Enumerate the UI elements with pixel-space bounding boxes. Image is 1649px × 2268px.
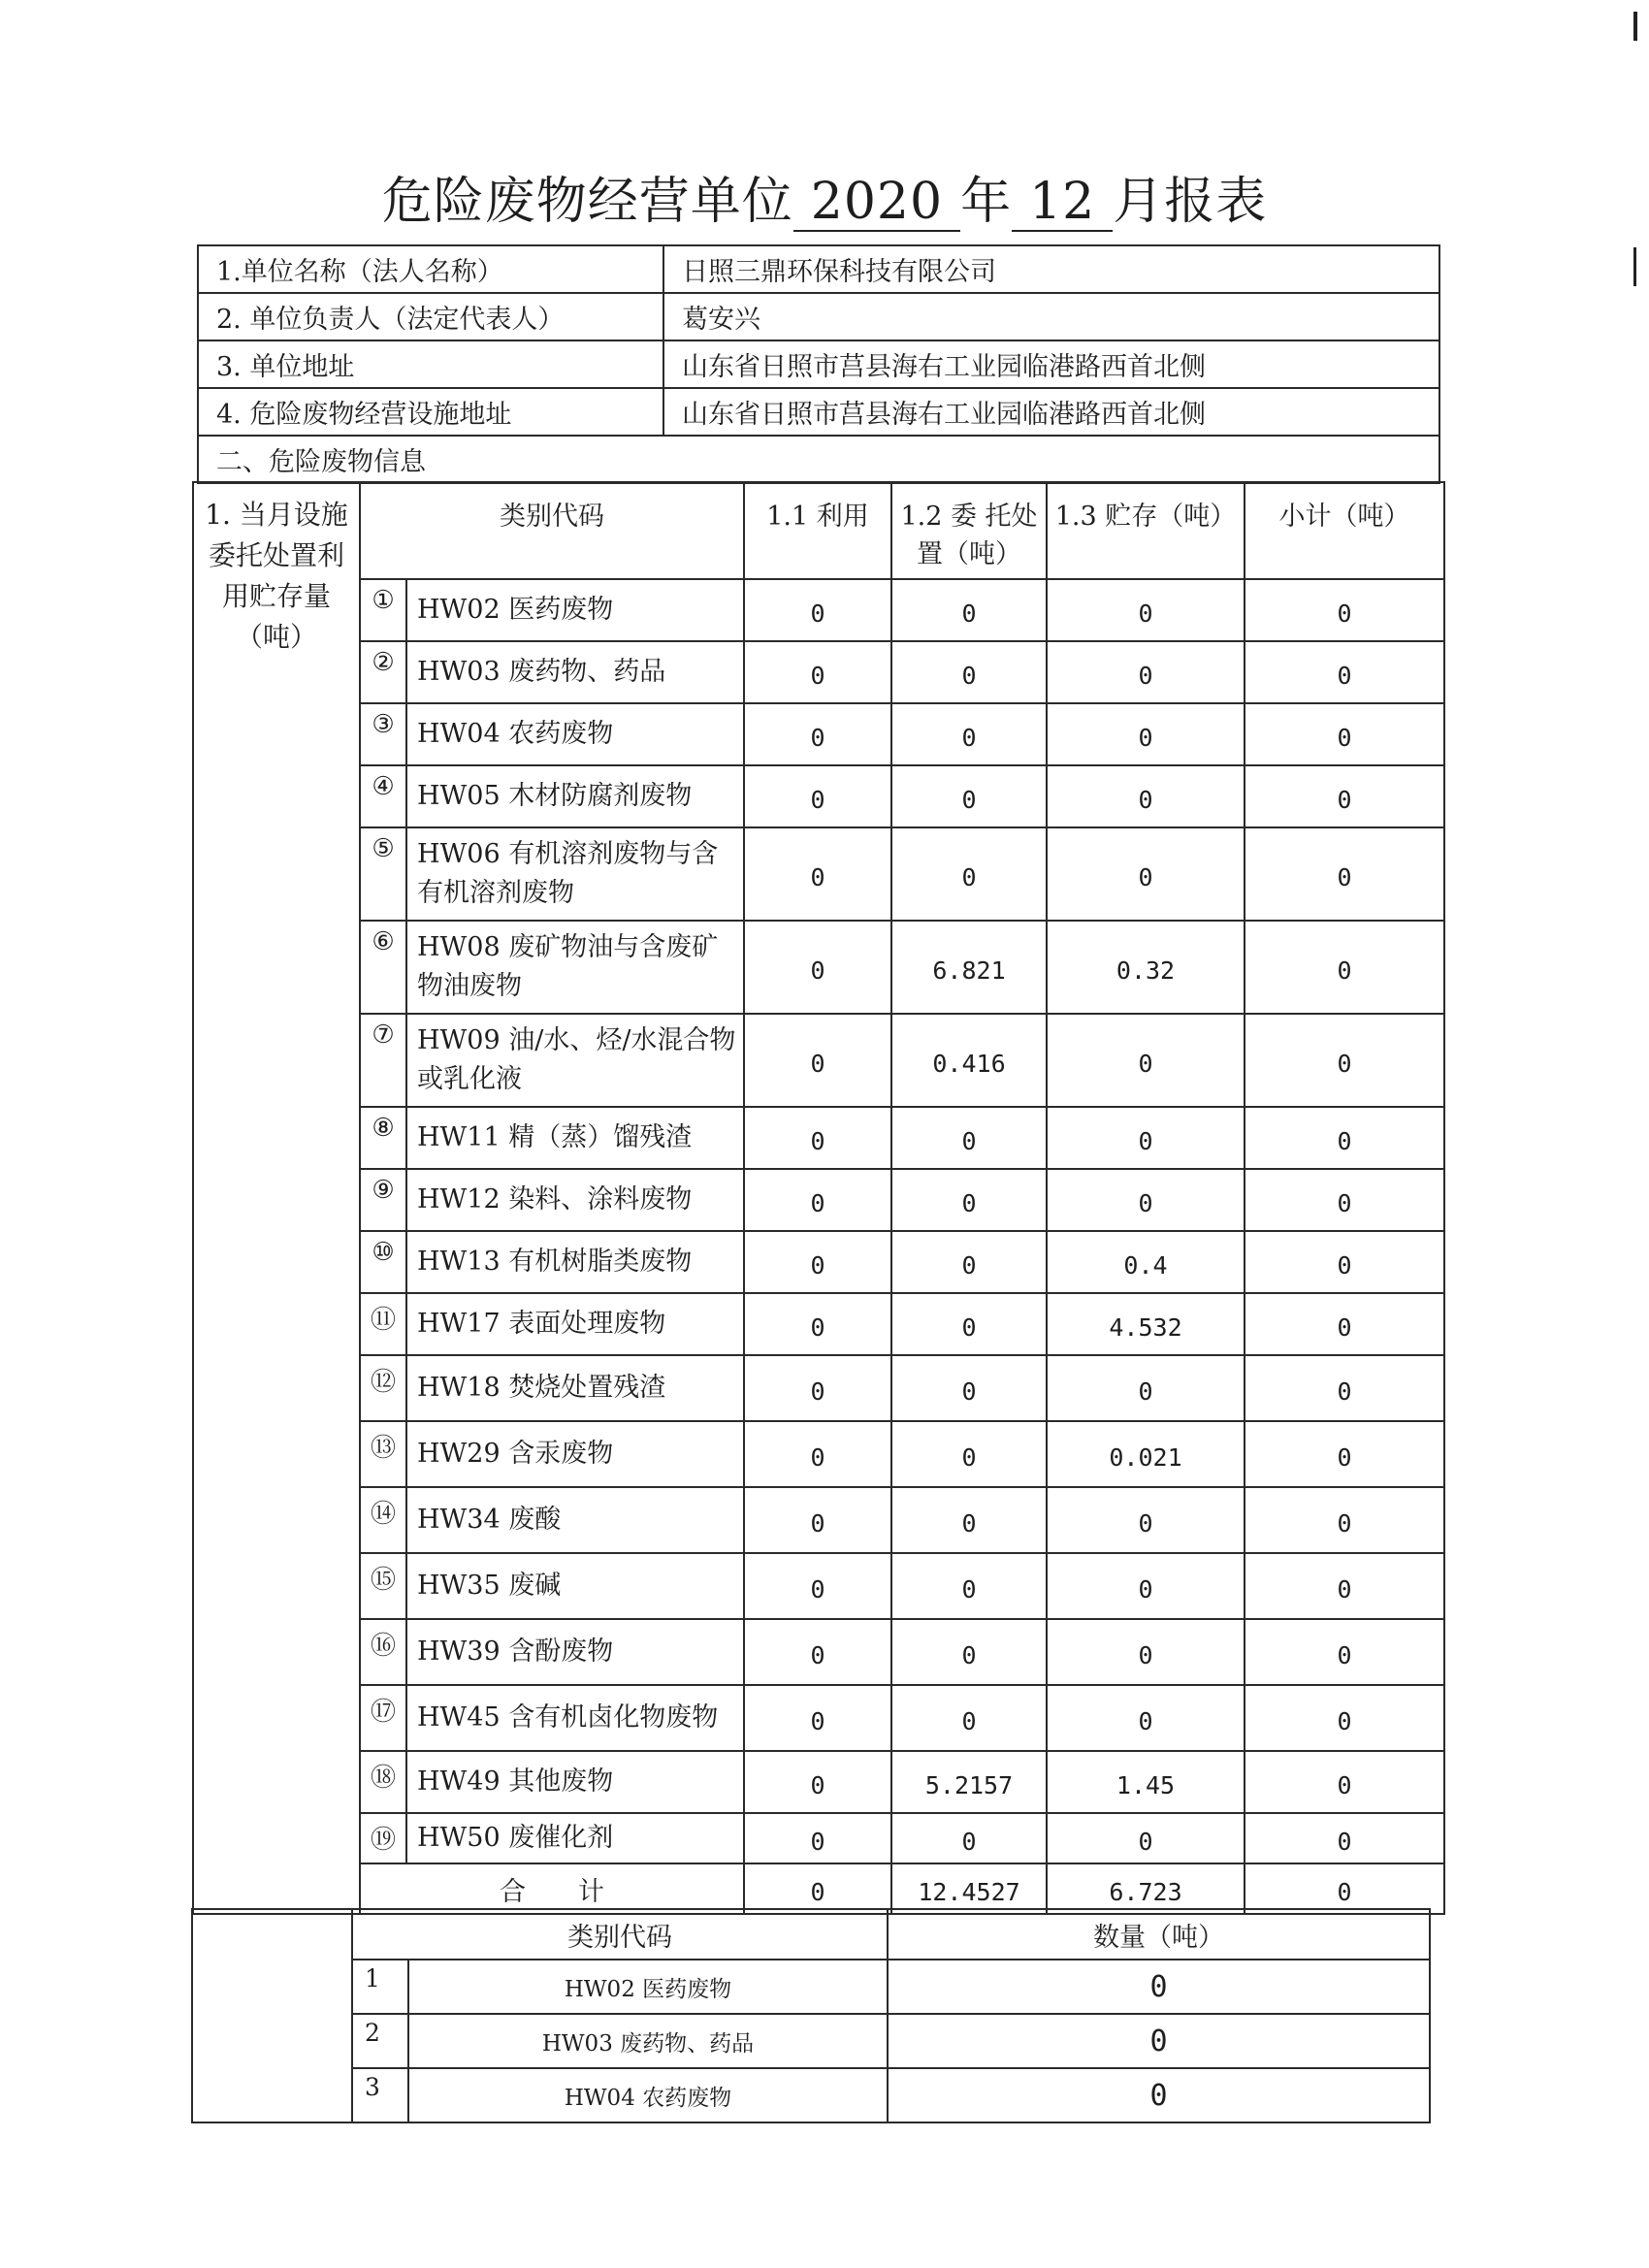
store-value: 0: [1047, 827, 1245, 921]
waste-row: [193, 827, 1444, 921]
monthly-header-row: [193, 482, 1444, 579]
quantity-header-amount: 数量（吨）: [888, 1909, 1430, 1960]
subtotal-value: 0: [1245, 1553, 1444, 1619]
store-value: 1.45: [1047, 1751, 1245, 1813]
waste-row: [193, 1014, 1444, 1107]
waste-row-number: ⑰: [360, 1685, 406, 1751]
header-use: 1.1 利用: [744, 482, 891, 579]
waste-row-number: ④: [360, 765, 406, 827]
waste-category-name: HW03 废药物、药品: [406, 641, 744, 703]
use-value: 0: [744, 1014, 891, 1107]
total-subtotal: 0: [1245, 1863, 1444, 1914]
subtotal-value: 0: [1245, 1619, 1444, 1685]
monthly-waste-table: [192, 481, 1445, 1915]
dispose-value: 0: [891, 765, 1047, 827]
dispose-value: 0: [891, 1619, 1047, 1685]
dispose-value: 0: [891, 1355, 1047, 1421]
waste-row: [193, 1751, 1444, 1813]
info-value: 日照三鼎环保科技有限公司: [663, 245, 1439, 293]
dispose-value: 0: [891, 1107, 1047, 1169]
waste-row: [193, 1293, 1444, 1355]
waste-row: [193, 1231, 1444, 1293]
waste-category-name: HW29 含汞废物: [406, 1421, 744, 1487]
waste-category-name: HW18 焚烧处置残渣: [406, 1355, 744, 1421]
info-label: 3. 单位地址: [198, 340, 663, 388]
store-value: 0: [1047, 703, 1245, 765]
use-value: 0: [744, 1421, 891, 1487]
use-value: 0: [744, 1293, 891, 1355]
unit-info-table: [197, 244, 1440, 484]
scan-edge-mark: [1633, 247, 1636, 286]
info-row: [198, 388, 1439, 436]
waste-row-number: ②: [360, 641, 406, 703]
section-row: [198, 436, 1439, 483]
dispose-value: 5.2157: [891, 1751, 1047, 1813]
use-value: 0: [744, 1107, 891, 1169]
quantity-value: 0: [888, 2014, 1430, 2068]
waste-row-number: ⑬: [360, 1421, 406, 1487]
waste-row-number: ⑫: [360, 1355, 406, 1421]
waste-row-number: ⑧: [360, 1107, 406, 1169]
page-title: [0, 160, 1649, 233]
store-value: 0: [1047, 765, 1245, 827]
total-dispose: 12.4527: [891, 1863, 1047, 1914]
subtotal-value: 0: [1245, 827, 1444, 921]
info-value: 山东省日照市莒县海右工业园临港路西首北侧: [663, 340, 1439, 388]
waste-row: [193, 1487, 1444, 1553]
quantity-header-row: [192, 1909, 1430, 1960]
waste-category-name: HW39 含酚废物: [406, 1619, 744, 1685]
waste-category-name: HW05 木材防腐剂废物: [406, 765, 744, 827]
waste-category-name: HW06 有机溶剂废物与含有机溶剂废物: [406, 827, 744, 921]
waste-category-name: HW34 废酸: [406, 1487, 744, 1553]
subtotal-value: 0: [1245, 641, 1444, 703]
use-value: 0: [744, 827, 891, 921]
use-value: 0: [744, 579, 891, 641]
header-subtotal: 小计（吨）: [1245, 482, 1444, 579]
use-value: 0: [744, 1553, 891, 1619]
waste-category-name: HW04 农药废物: [406, 703, 744, 765]
info-label: 4. 危险废物经营设施地址: [198, 388, 663, 436]
dispose-value: 6.821: [891, 921, 1047, 1014]
quantity-header-code: 类别代码: [352, 1909, 888, 1960]
dispose-value: 0: [891, 1553, 1047, 1619]
waste-row-number: ①: [360, 579, 406, 641]
waste-row: [193, 765, 1444, 827]
quantity-table: [191, 1908, 1431, 2123]
info-row: [198, 293, 1439, 340]
store-value: 0: [1047, 1169, 1245, 1231]
waste-category-name: HW11 精（蒸）馏残渣: [406, 1107, 744, 1169]
use-value: 0: [744, 641, 891, 703]
waste-row-number: ⑪: [360, 1293, 406, 1355]
waste-category-name: HW45 含有机卤化物废物: [406, 1685, 744, 1751]
store-value: 0: [1047, 1107, 1245, 1169]
store-value: 0: [1047, 579, 1245, 641]
quantity-index: 2: [352, 2014, 408, 2068]
use-value: 0: [744, 1685, 891, 1751]
subtotal-value: 0: [1245, 765, 1444, 827]
total-row: [193, 1863, 1444, 1914]
quantity-name: HW03 废药物、药品: [408, 2014, 888, 2068]
title-month: 12: [1012, 174, 1113, 232]
title-suffix: 月报表: [1113, 173, 1268, 231]
header-category-code: 类别代码: [360, 482, 744, 579]
waste-category-name: HW35 废碱: [406, 1553, 744, 1619]
dispose-value: 0: [891, 1487, 1047, 1553]
waste-row-number: ⑭: [360, 1487, 406, 1553]
subtotal-value: 0: [1245, 1421, 1444, 1487]
waste-category-name: HW13 有机树脂类废物: [406, 1231, 744, 1293]
subtotal-value: 0: [1245, 703, 1444, 765]
use-value: 0: [744, 1169, 891, 1231]
waste-row: [193, 1685, 1444, 1751]
waste-category-name: HW17 表面处理废物: [406, 1293, 744, 1355]
store-value: 0: [1047, 1014, 1245, 1107]
waste-row-number: ⑦: [360, 1014, 406, 1107]
waste-row-number: ⑱: [360, 1751, 406, 1813]
waste-row-number: ⑩: [360, 1231, 406, 1293]
store-value: 0.32: [1047, 921, 1245, 1014]
store-value: 0: [1047, 641, 1245, 703]
subtotal-value: 0: [1245, 1231, 1444, 1293]
info-row: [198, 340, 1439, 388]
store-value: 0: [1047, 1553, 1245, 1619]
total-label: 合 计: [360, 1863, 744, 1914]
use-value: 0: [744, 1487, 891, 1553]
use-value: 0: [744, 765, 891, 827]
subtotal-value: 0: [1245, 1014, 1444, 1107]
store-value: 0: [1047, 1685, 1245, 1751]
subtotal-value: 0: [1245, 921, 1444, 1014]
store-value: 0: [1047, 1487, 1245, 1553]
quantity-value: 0: [888, 2068, 1430, 2122]
subtotal-value: 0: [1245, 1487, 1444, 1553]
section-title: 二、危险废物信息: [198, 436, 1439, 483]
subtotal-value: 0: [1245, 579, 1444, 641]
dispose-value: 0: [891, 1169, 1047, 1231]
use-value: 0: [744, 1355, 891, 1421]
waste-row: [193, 1553, 1444, 1619]
waste-row: [193, 1619, 1444, 1685]
quantity-name: HW04 农药废物: [408, 2068, 888, 2122]
quantity-row: [192, 2014, 1430, 2068]
quantity-value: 0: [888, 1960, 1430, 2014]
total-use: 0: [744, 1863, 891, 1914]
dispose-value: 0: [891, 1231, 1047, 1293]
waste-row-number: ③: [360, 703, 406, 765]
waste-row: [193, 641, 1444, 703]
use-value: 0: [744, 921, 891, 1014]
use-value: 0: [744, 1751, 891, 1813]
title-year: 2020: [793, 174, 960, 232]
store-value: 0: [1047, 1355, 1245, 1421]
dispose-value: 0.416: [891, 1014, 1047, 1107]
quantity-index: 3: [352, 2068, 408, 2122]
info-row: [198, 245, 1439, 293]
dispose-value: 0: [891, 1685, 1047, 1751]
info-label: 2. 单位负责人（法定代表人）: [198, 293, 663, 340]
subtotal-value: 0: [1245, 1107, 1444, 1169]
waste-category-name: HW50 废催化剂: [406, 1813, 744, 1863]
waste-row: [193, 1421, 1444, 1487]
use-value: 0: [744, 1231, 891, 1293]
store-value: 0.021: [1047, 1421, 1245, 1487]
info-value: 葛安兴: [663, 293, 1439, 340]
waste-category-name: HW49 其他废物: [406, 1751, 744, 1813]
info-value: 山东省日照市莒县海右工业园临港路西首北侧: [663, 388, 1439, 436]
store-value: 0: [1047, 1813, 1245, 1863]
title-year-label: 年: [960, 173, 1013, 231]
waste-category-name: HW02 医药废物: [406, 579, 744, 641]
dispose-value: 0: [891, 703, 1047, 765]
quantity-row: [192, 2068, 1430, 2122]
header-dispose: 1.2 委 托处置（吨）: [891, 482, 1047, 579]
waste-row: [193, 703, 1444, 765]
dispose-value: 0: [891, 641, 1047, 703]
subtotal-value: 0: [1245, 1685, 1444, 1751]
header-store: 1.3 贮存（吨）: [1047, 482, 1245, 579]
waste-category-name: HW09 油/水、烃/水混合物或乳化液: [406, 1014, 744, 1107]
waste-row: [193, 1355, 1444, 1421]
waste-row-number: ⑯: [360, 1619, 406, 1685]
dispose-value: 0: [891, 1421, 1047, 1487]
waste-category-name: HW08 废矿物油与含废矿物油废物: [406, 921, 744, 1014]
info-label: 1.单位名称（法人名称）: [198, 245, 663, 293]
waste-category-name: HW12 染料、涂料废物: [406, 1169, 744, 1231]
title-prefix: 危险废物经营单位: [381, 173, 793, 231]
quantity-row: [192, 1960, 1430, 2014]
dispose-value: 0: [891, 579, 1047, 641]
dispose-value: 0: [891, 827, 1047, 921]
subtotal-value: 0: [1245, 1751, 1444, 1813]
waste-row: [193, 579, 1444, 641]
waste-row: [193, 1813, 1444, 1863]
waste-row-number: ⑤: [360, 827, 406, 921]
waste-row: [193, 1169, 1444, 1231]
quantity-side-cell: [192, 1909, 352, 2122]
waste-row: [193, 921, 1444, 1014]
subtotal-value: 0: [1245, 1169, 1444, 1231]
store-value: 0.4: [1047, 1231, 1245, 1293]
total-store: 6.723: [1047, 1863, 1245, 1914]
dispose-value: 0: [891, 1813, 1047, 1863]
waste-row-number: ⑥: [360, 921, 406, 1014]
quantity-name: HW02 医药废物: [408, 1960, 888, 2014]
use-value: 0: [744, 1813, 891, 1863]
dispose-value: 0: [891, 1293, 1047, 1355]
store-value: 4.532: [1047, 1293, 1245, 1355]
scan-edge-mark: [1633, 12, 1637, 41]
subtotal-value: 0: [1245, 1293, 1444, 1355]
waste-row-number: ⑮: [360, 1553, 406, 1619]
waste-row-number: ⑲: [360, 1813, 406, 1863]
waste-row: [193, 1107, 1444, 1169]
use-value: 0: [744, 1619, 891, 1685]
store-value: 0: [1047, 1619, 1245, 1685]
subtotal-value: 0: [1245, 1813, 1444, 1863]
use-value: 0: [744, 703, 891, 765]
monthly-side-label: 1. 当月设施委托处置利用贮存量（吨）: [193, 482, 360, 1914]
quantity-index: 1: [352, 1960, 408, 2014]
waste-row-number: ⑨: [360, 1169, 406, 1231]
subtotal-value: 0: [1245, 1355, 1444, 1421]
